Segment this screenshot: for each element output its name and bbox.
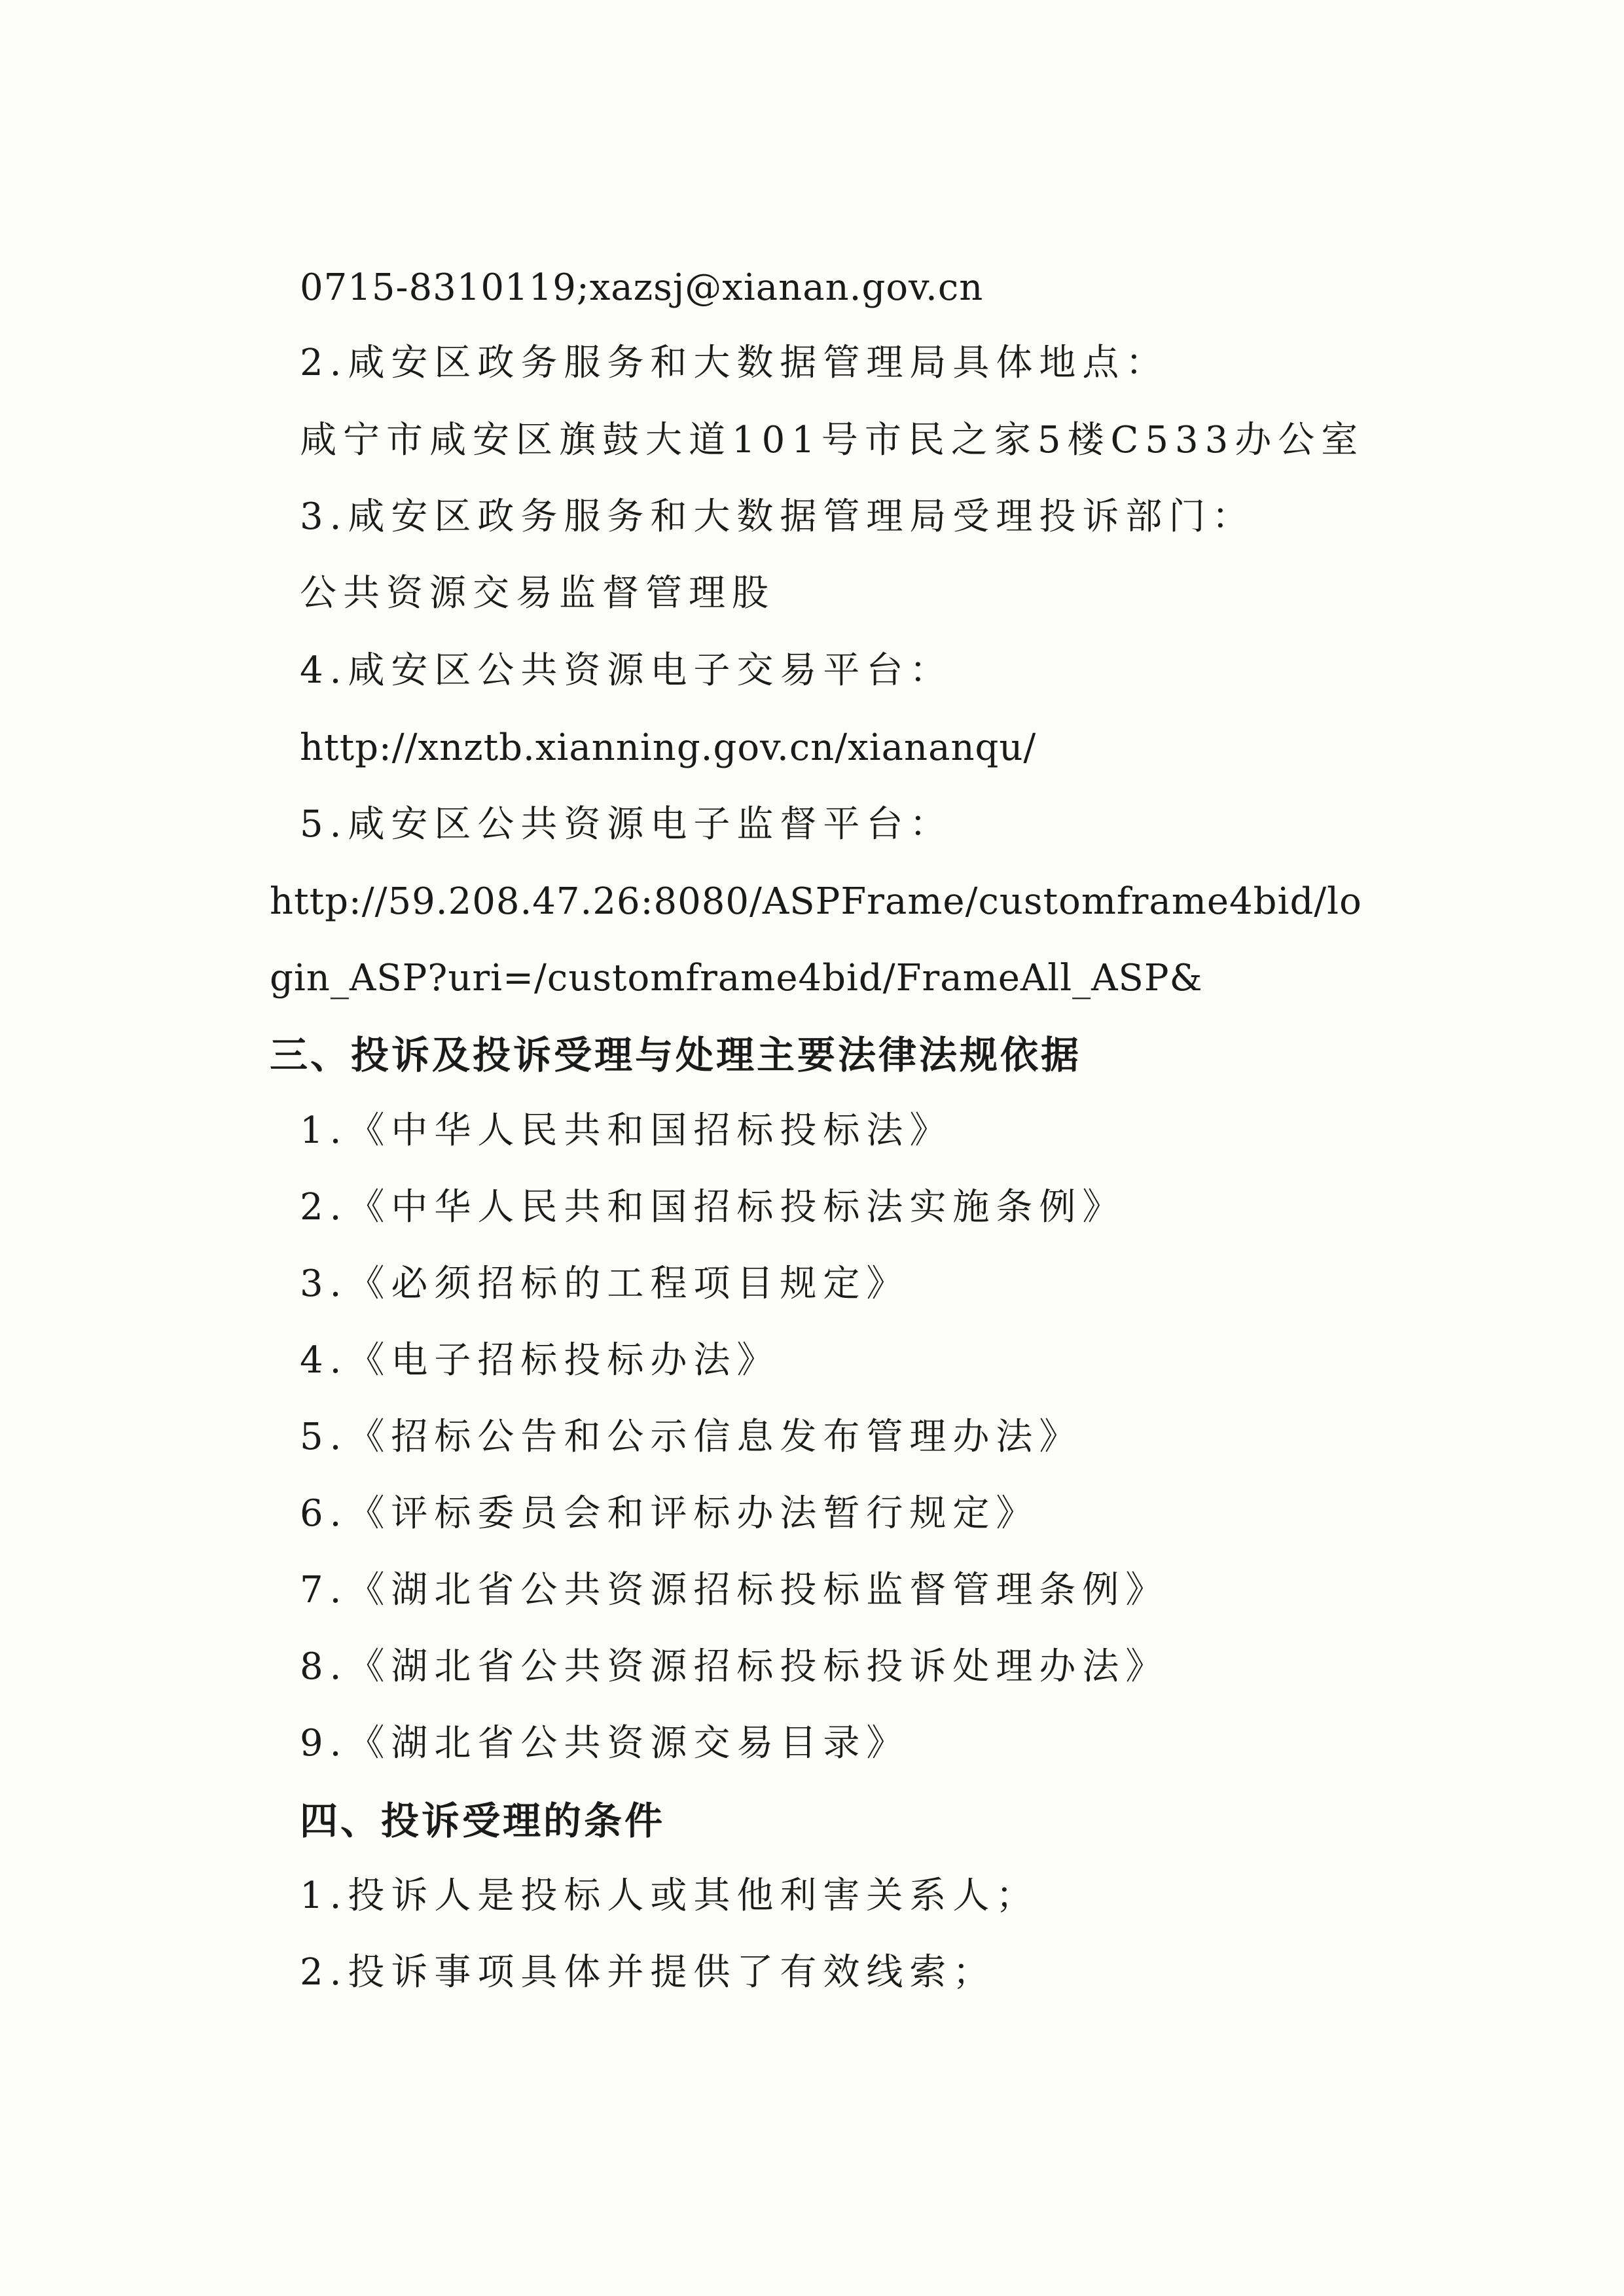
condition-item: 1.投诉人是投标人或其他利害关系人； bbox=[300, 1874, 1039, 1917]
section4-heading: 四、投诉受理的条件 bbox=[300, 1799, 666, 1843]
trading-platform-url: http://xnztb.xianning.gov.cn/xiananqu/ bbox=[300, 726, 1037, 769]
law-item: 6.《评标委员会和评标办法暂行规定》 bbox=[300, 1492, 1039, 1535]
law-item: 2.《中华人民共和国招标投标法实施条例》 bbox=[300, 1186, 1126, 1229]
law-item: 8.《湖北省公共资源招标投标投诉处理办法》 bbox=[300, 1645, 1169, 1688]
supervision-platform-url-line2: gin_ASP?uri=/customframe4bid/FrameAll_ASP& bbox=[270, 957, 1203, 999]
location-label: 2.咸安区政务服务和大数据管理局具体地点： bbox=[300, 342, 1169, 384]
contact-phone-email: 0715-8310119;xazsj@xianan.gov.cn bbox=[300, 266, 984, 309]
condition-item: 2.投诉事项具体并提供了有效线索； bbox=[300, 1951, 996, 1994]
department-name: 公共资源交易监督管理股 bbox=[300, 572, 775, 615]
law-item: 3.《必须招标的工程项目规定》 bbox=[300, 1263, 910, 1305]
supervision-platform-label: 5.咸安区公共资源电子监督平台： bbox=[300, 803, 953, 846]
law-item: 7.《湖北省公共资源招标投标监督管理条例》 bbox=[300, 1569, 1169, 1611]
department-label: 3.咸安区政务服务和大数据管理局受理投诉部门： bbox=[300, 495, 1255, 538]
law-item: 1.《中华人民共和国招标投标法》 bbox=[300, 1109, 953, 1152]
section3-heading: 三、投诉及投诉受理与处理主要法律法规依据 bbox=[270, 1033, 1082, 1077]
location-address: 咸宁市咸安区旗鼓大道101号市民之家5楼C533办公室 bbox=[300, 419, 1365, 461]
law-item: 4.《电子招标投标办法》 bbox=[300, 1339, 780, 1382]
trading-platform-label: 4.咸安区公共资源电子交易平台： bbox=[300, 649, 953, 692]
supervision-platform-url-line1: http://59.208.47.26:8080/ASPFrame/customframe4bid/lo bbox=[270, 880, 1362, 923]
law-item: 5.《招标公告和公示信息发布管理办法》 bbox=[300, 1416, 1083, 1458]
law-item: 9.《湖北省公共资源交易目录》 bbox=[300, 1722, 910, 1765]
